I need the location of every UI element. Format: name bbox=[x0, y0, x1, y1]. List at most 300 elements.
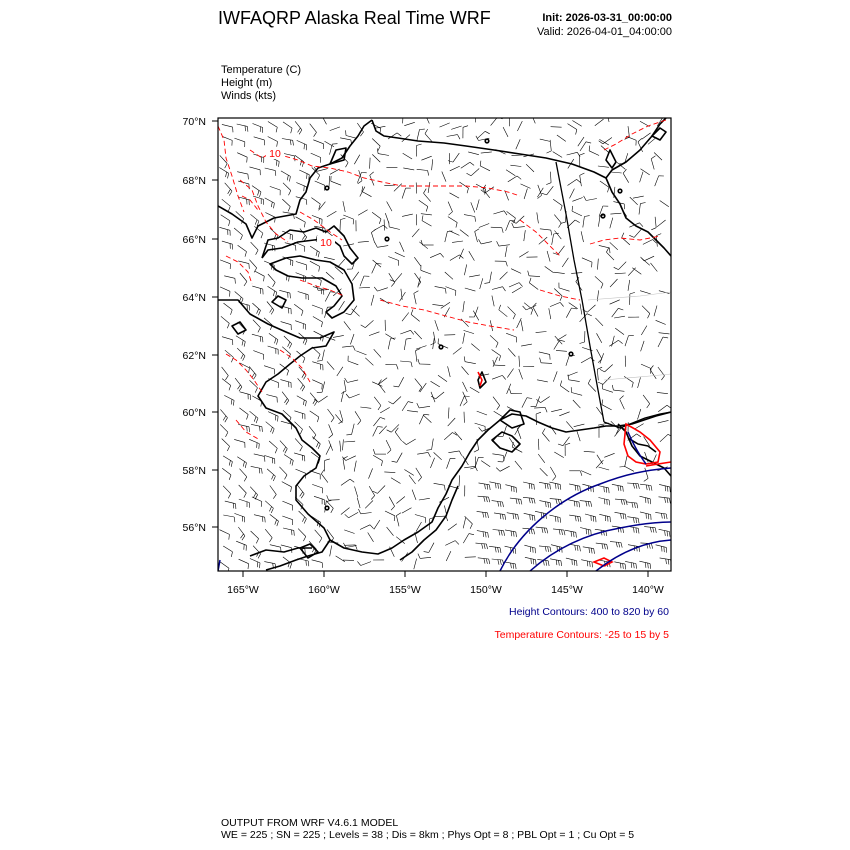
wind-barb bbox=[480, 278, 483, 289]
wind-barb bbox=[221, 316, 229, 323]
wind-barb bbox=[599, 245, 610, 248]
wind-barb-flag bbox=[489, 497, 490, 502]
wind-barb bbox=[660, 558, 671, 560]
wind-barb-flag bbox=[633, 518, 634, 523]
wind-barb bbox=[403, 168, 414, 170]
wind-barb bbox=[365, 320, 373, 327]
wind-barb-flag bbox=[558, 517, 559, 522]
wind-barb-flag bbox=[637, 503, 638, 508]
wind-barb bbox=[358, 241, 369, 242]
wind-barb bbox=[554, 452, 564, 458]
wind-barb-flag bbox=[573, 532, 574, 537]
wind-barb bbox=[529, 276, 540, 277]
wind-barb-flag bbox=[275, 338, 277, 343]
wind-barb bbox=[448, 418, 456, 426]
wind-barb bbox=[595, 529, 606, 531]
wind-barb bbox=[506, 221, 510, 231]
wind-barb-flag bbox=[618, 486, 619, 491]
wind-barb bbox=[512, 287, 521, 293]
wind-barb-flag bbox=[648, 314, 650, 319]
wind-barb bbox=[500, 272, 508, 280]
wind-barb bbox=[299, 333, 307, 340]
wind-barb bbox=[251, 424, 262, 426]
wind-barb-flag bbox=[449, 212, 453, 216]
wind-barb-flag bbox=[229, 221, 230, 226]
wind-barb bbox=[545, 266, 554, 272]
wind-barb-flag bbox=[257, 443, 258, 448]
wind-barb bbox=[238, 261, 249, 264]
wind-barb-flag bbox=[548, 502, 549, 507]
wind-barb bbox=[465, 557, 476, 558]
wind-barb bbox=[613, 390, 624, 391]
wind-barb bbox=[650, 370, 656, 379]
wind-barb-flag bbox=[284, 398, 287, 402]
wind-barb bbox=[423, 415, 431, 422]
wind-barb-flag bbox=[396, 513, 401, 516]
wind-barb-flag bbox=[516, 532, 517, 537]
wind-barb bbox=[270, 186, 280, 190]
wind-barb-flag bbox=[500, 560, 501, 565]
wind-barb bbox=[599, 467, 610, 470]
wind-barb-flag bbox=[301, 494, 304, 498]
map-title: IWFAQRP Alaska Real Time WRF bbox=[218, 8, 491, 28]
wind-barb bbox=[583, 217, 585, 228]
wind-barb bbox=[422, 221, 432, 227]
wind-barb-flag bbox=[589, 548, 590, 553]
wind-barb-flag bbox=[456, 223, 457, 228]
wind-barb bbox=[419, 498, 430, 500]
wind-barb-flag bbox=[651, 228, 656, 230]
wind-barb bbox=[526, 164, 534, 172]
wind-barb bbox=[268, 346, 279, 349]
wind-barb-flag bbox=[547, 484, 548, 489]
wind-barb bbox=[505, 485, 516, 488]
wind-barb bbox=[558, 246, 565, 255]
wind-barb bbox=[369, 486, 375, 496]
wind-barb-flag bbox=[254, 417, 256, 422]
wind-barb-flag bbox=[326, 501, 331, 502]
wind-barb-flag bbox=[231, 399, 232, 404]
wind-barb bbox=[581, 471, 591, 475]
wind-barb-flag bbox=[509, 389, 511, 394]
wind-barb-flag bbox=[307, 174, 308, 179]
wind-barb-flag bbox=[231, 552, 232, 557]
wind-barb bbox=[540, 229, 551, 230]
wind-barb-flag bbox=[245, 463, 246, 468]
wind-barb-flag bbox=[556, 483, 557, 488]
wind-barb-flag bbox=[638, 484, 639, 489]
wind-barb bbox=[239, 559, 249, 564]
wind-barb-flag bbox=[467, 173, 472, 176]
wind-barb-flag bbox=[258, 554, 261, 559]
wind-barb bbox=[330, 546, 332, 557]
wind-barb-flag bbox=[303, 537, 305, 542]
wind-barb-flag bbox=[560, 340, 565, 341]
wind-barb-flag bbox=[650, 366, 653, 370]
wind-barb bbox=[281, 171, 291, 177]
wind-barb-flag bbox=[475, 217, 476, 222]
wind-barb-flag bbox=[515, 549, 516, 554]
wind-barb bbox=[526, 305, 536, 310]
wind-barb bbox=[554, 215, 561, 224]
wind-barb bbox=[492, 350, 501, 356]
wind-barb bbox=[471, 202, 475, 212]
wind-barb bbox=[448, 217, 457, 223]
wind-barb bbox=[373, 417, 380, 426]
wind-barb bbox=[346, 546, 357, 548]
wind-barb bbox=[451, 126, 461, 129]
wind-barb bbox=[360, 525, 370, 530]
wind-barb-flag bbox=[244, 493, 247, 498]
wind-barb bbox=[414, 293, 416, 304]
wind-barb bbox=[330, 169, 340, 174]
wind-barb bbox=[268, 274, 275, 282]
wind-barb bbox=[597, 455, 603, 464]
wind-barb bbox=[619, 262, 627, 270]
wind-barb-flag bbox=[463, 126, 468, 128]
wind-barb bbox=[489, 482, 500, 484]
wind-barb-flag bbox=[667, 498, 668, 503]
wind-barb-flag bbox=[614, 267, 619, 269]
wind-barb bbox=[222, 379, 231, 386]
wind-barb bbox=[318, 290, 329, 291]
wind-barb bbox=[373, 427, 378, 437]
wind-barb-flag bbox=[620, 467, 625, 468]
wind-barb-flag bbox=[580, 153, 585, 155]
wind-barb-flag bbox=[245, 126, 246, 131]
wind-barb bbox=[640, 484, 651, 485]
wind-barb-flag bbox=[554, 233, 559, 234]
wind-barb-flag bbox=[669, 498, 670, 503]
wind-barb-flag bbox=[663, 337, 668, 338]
wind-barb bbox=[265, 213, 275, 218]
wind-barb-flag bbox=[647, 404, 650, 408]
wind-barb-flag bbox=[665, 531, 666, 536]
wind-barb bbox=[537, 212, 539, 223]
wind-barb bbox=[344, 321, 351, 330]
wind-barb-flag bbox=[666, 559, 667, 564]
wind-barb-flag bbox=[318, 354, 320, 359]
wind-barb bbox=[430, 458, 434, 468]
wind-barb bbox=[589, 151, 599, 156]
wind-barb bbox=[461, 162, 470, 168]
wind-barb bbox=[506, 333, 516, 337]
wind-barb-flag bbox=[262, 469, 263, 474]
wind-barb-flag bbox=[580, 342, 585, 344]
wind-barb bbox=[523, 482, 534, 484]
wind-barb-flag bbox=[650, 527, 651, 532]
wind-barb-flag bbox=[634, 503, 635, 508]
wind-barb-flag bbox=[438, 339, 439, 344]
wind-barb-flag bbox=[576, 532, 577, 537]
wind-barb-flag bbox=[387, 450, 391, 454]
wind-barb bbox=[645, 468, 648, 479]
wind-barb bbox=[344, 530, 354, 534]
wind-barb-flag bbox=[498, 560, 499, 565]
wind-barb-flag bbox=[316, 251, 317, 256]
wind-barb-flag bbox=[620, 396, 624, 400]
wind-barb bbox=[510, 165, 521, 166]
wind-barb-flag bbox=[592, 562, 593, 567]
wind-barb bbox=[379, 384, 386, 393]
wind-barb-flag bbox=[488, 513, 489, 518]
wind-barb-flag bbox=[541, 513, 542, 518]
wind-barb-flag bbox=[621, 500, 622, 505]
wind-barb bbox=[626, 502, 637, 503]
wind-barb-flag bbox=[259, 468, 260, 473]
wind-barb-flag bbox=[285, 449, 288, 454]
wind-barb bbox=[312, 484, 322, 488]
wind-barb-flag bbox=[670, 487, 671, 492]
wind-barb bbox=[348, 361, 358, 365]
wind-barb-flag bbox=[290, 140, 291, 145]
wind-barb bbox=[396, 497, 405, 504]
wind-barb bbox=[480, 166, 490, 171]
wind-barb-flag bbox=[292, 530, 293, 535]
wind-barb bbox=[333, 335, 344, 337]
wind-barb bbox=[638, 409, 641, 420]
init-time: Init: 2026-03-31_00:00:00 bbox=[542, 12, 672, 24]
lon-label: 150°W bbox=[470, 584, 502, 596]
wind-barb-flag bbox=[542, 528, 543, 533]
wind-barb bbox=[625, 456, 627, 467]
wind-barb-flag bbox=[229, 191, 232, 196]
wind-barb-flag bbox=[261, 233, 263, 238]
wind-barb bbox=[385, 334, 394, 340]
temperature-contour-label: 10 bbox=[320, 237, 332, 249]
wind-barb bbox=[350, 334, 354, 344]
wind-barb-flag bbox=[503, 502, 504, 507]
wind-barb bbox=[559, 412, 569, 416]
wind-barb bbox=[560, 386, 569, 392]
wind-barb bbox=[322, 350, 324, 361]
wind-barb bbox=[407, 411, 418, 412]
wind-barb-flag bbox=[288, 342, 290, 347]
wind-barb bbox=[349, 394, 359, 398]
wind-barb-flag bbox=[562, 530, 563, 535]
wind-barb bbox=[505, 530, 516, 532]
wind-barb bbox=[614, 316, 625, 318]
wind-barb bbox=[521, 344, 532, 346]
wind-barb bbox=[369, 332, 379, 336]
wind-barb-flag bbox=[616, 542, 617, 547]
wind-barb bbox=[640, 172, 643, 183]
wind-barb bbox=[234, 439, 245, 442]
wind-barb bbox=[500, 466, 510, 471]
wind-barb bbox=[402, 188, 406, 198]
wind-barb bbox=[603, 377, 611, 385]
wind-barb bbox=[315, 530, 322, 538]
wind-barb bbox=[343, 459, 345, 470]
wind-barb bbox=[640, 291, 651, 294]
wind-barb-flag bbox=[258, 328, 261, 333]
wind-barb-flag bbox=[561, 206, 563, 211]
wind-barb-flag bbox=[331, 418, 334, 422]
wind-barb-flag bbox=[440, 253, 443, 257]
wind-barb bbox=[219, 168, 228, 174]
wind-barb bbox=[360, 276, 364, 286]
wind-barb-flag bbox=[656, 234, 661, 236]
wind-barb bbox=[389, 497, 394, 507]
wind-barb-flag bbox=[619, 542, 620, 547]
wind-barb-flag bbox=[467, 188, 468, 193]
wind-barb bbox=[580, 528, 591, 531]
wind-barb-flag bbox=[239, 387, 242, 391]
wind-barb bbox=[521, 184, 531, 189]
wind-barb-flag bbox=[358, 421, 361, 425]
wind-barb bbox=[446, 551, 451, 561]
wind-barb bbox=[596, 460, 603, 468]
wind-barb bbox=[251, 242, 259, 250]
valid-time: Valid: 2026-04-01_04:00:00 bbox=[537, 26, 672, 38]
wind-barb bbox=[357, 498, 360, 509]
wind-barb bbox=[299, 511, 307, 519]
wind-barb-flag bbox=[523, 306, 527, 310]
wind-barb-flag bbox=[480, 161, 481, 166]
wind-barb bbox=[553, 199, 562, 205]
wind-barb bbox=[448, 451, 459, 453]
wind-barb bbox=[550, 302, 560, 306]
wind-barb bbox=[298, 529, 306, 537]
wind-barb bbox=[554, 272, 565, 273]
wind-barb bbox=[524, 513, 535, 515]
wind-barb bbox=[360, 407, 371, 408]
wind-barb bbox=[477, 131, 485, 138]
wind-barb bbox=[549, 515, 560, 517]
wind-barb bbox=[279, 290, 290, 293]
wind-barb-flag bbox=[346, 163, 349, 168]
wind-barb bbox=[250, 487, 257, 495]
wind-barb-flag bbox=[455, 541, 459, 545]
wind-barb bbox=[297, 396, 307, 401]
wind-barb bbox=[584, 451, 595, 452]
wind-barb bbox=[269, 441, 277, 448]
wind-barb-flag bbox=[346, 394, 349, 398]
wind-barb bbox=[311, 153, 321, 157]
wind-barb-flag bbox=[273, 476, 275, 481]
wind-barb bbox=[586, 199, 597, 201]
wind-barb-flag bbox=[609, 500, 610, 505]
wind-barb bbox=[445, 231, 448, 242]
wind-barb-flag bbox=[499, 305, 501, 310]
wind-barb bbox=[510, 498, 521, 499]
wind-barb-flag bbox=[235, 278, 236, 283]
wind-barb-flag bbox=[546, 183, 551, 185]
wind-barb bbox=[610, 279, 618, 287]
wind-barb-flag bbox=[484, 497, 485, 502]
wind-barb bbox=[435, 516, 446, 517]
wind-barb-flag bbox=[489, 559, 490, 564]
wind-barb-flag bbox=[518, 514, 519, 519]
wind-barb bbox=[566, 558, 577, 561]
lon-label: 140°W bbox=[632, 584, 664, 596]
wind-barb-flag bbox=[531, 310, 533, 315]
wind-barb bbox=[640, 496, 651, 499]
wind-barb bbox=[282, 482, 292, 487]
wind-barb-flag bbox=[256, 250, 259, 255]
wind-barb-flag bbox=[226, 172, 227, 177]
wind-barb-flag bbox=[580, 471, 582, 476]
wind-barb bbox=[541, 363, 552, 364]
wind-barb bbox=[265, 529, 272, 538]
wind-barb bbox=[542, 433, 549, 441]
wind-barb bbox=[372, 154, 380, 162]
wind-barb bbox=[428, 182, 430, 193]
wind-barb bbox=[236, 336, 245, 342]
wind-barb-flag bbox=[536, 412, 541, 414]
wind-barb bbox=[447, 458, 451, 468]
wind-barb-flag bbox=[591, 502, 592, 507]
wind-barb bbox=[299, 170, 309, 175]
wind-barb bbox=[374, 520, 380, 529]
wind-barb-flag bbox=[322, 384, 323, 389]
wind-barb bbox=[583, 547, 594, 549]
wind-barb-flag bbox=[488, 533, 489, 538]
wind-barb bbox=[459, 249, 463, 259]
wind-barb bbox=[315, 181, 325, 185]
wind-barb bbox=[365, 358, 373, 366]
wind-barb bbox=[395, 273, 402, 281]
wind-barb-flag bbox=[318, 252, 319, 257]
wind-barb bbox=[569, 484, 580, 486]
wind-barb-flag bbox=[669, 532, 670, 537]
wind-barb bbox=[550, 140, 551, 151]
wind-barb bbox=[312, 305, 322, 309]
wind-barb bbox=[391, 478, 401, 484]
wind-barb bbox=[372, 263, 377, 273]
wind-barb bbox=[343, 201, 345, 212]
wind-barb bbox=[219, 227, 230, 230]
wind-barb-flag bbox=[403, 111, 408, 112]
wind-barb-flag bbox=[560, 484, 561, 489]
wind-barb-flag bbox=[624, 204, 625, 209]
wind-barb bbox=[481, 152, 492, 153]
wind-barb bbox=[477, 411, 487, 415]
wind-barb-flag bbox=[270, 308, 273, 312]
wind-barb bbox=[264, 455, 275, 458]
wind-barb-flag bbox=[238, 385, 241, 389]
wind-barb-flag bbox=[587, 561, 588, 566]
wind-barb-flag bbox=[303, 339, 305, 344]
wind-barb-flag bbox=[321, 470, 324, 474]
wind-barb bbox=[310, 411, 319, 417]
wind-barb-flag bbox=[597, 367, 602, 369]
wind-barb bbox=[550, 172, 551, 183]
wind-barb-flag bbox=[277, 142, 278, 147]
wind-barb-flag bbox=[291, 487, 292, 492]
wind-barb bbox=[349, 512, 359, 517]
wind-barb bbox=[341, 508, 350, 515]
wind-barb bbox=[264, 562, 275, 564]
wind-barb bbox=[628, 268, 636, 276]
wind-barb-flag bbox=[479, 239, 482, 244]
wind-barb bbox=[469, 275, 480, 277]
wind-barb bbox=[463, 301, 465, 312]
wind-barb-flag bbox=[346, 434, 351, 435]
wind-barb-flag bbox=[229, 475, 231, 480]
wind-barb bbox=[346, 136, 357, 139]
wind-barb-flag bbox=[550, 547, 551, 552]
wind-barb-flag bbox=[482, 544, 483, 549]
wind-barb-flag bbox=[531, 559, 532, 564]
wind-barb-flag bbox=[637, 434, 641, 437]
wind-barb-flag bbox=[289, 344, 291, 349]
wind-barb bbox=[255, 271, 265, 276]
wind-barb bbox=[612, 336, 615, 347]
wind-barb bbox=[424, 193, 431, 201]
wind-barb bbox=[249, 439, 259, 443]
wind-barb-flag bbox=[542, 193, 547, 195]
